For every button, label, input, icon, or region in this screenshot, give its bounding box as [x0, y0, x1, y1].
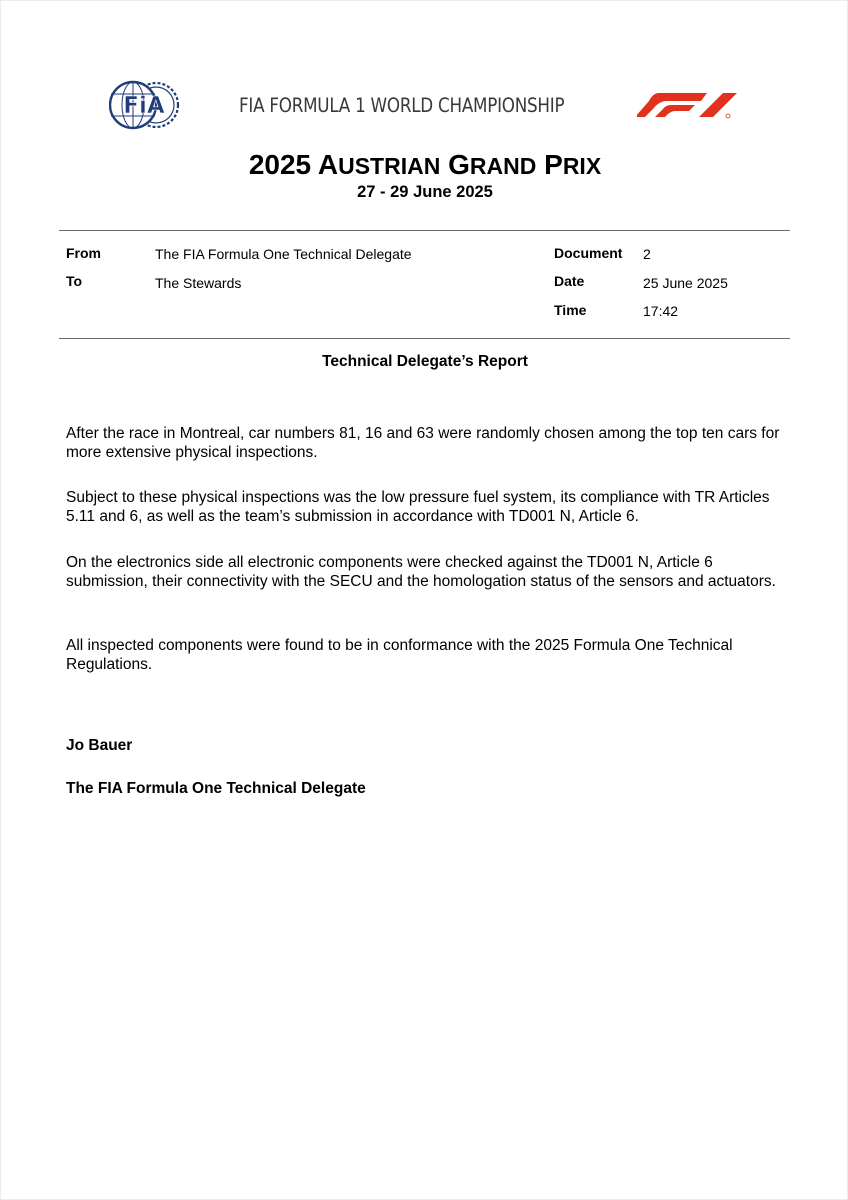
document-value: 2 — [643, 246, 651, 262]
fia-logo-text: FiA — [123, 93, 165, 119]
from-value: The FIA Formula One Technical Delegate — [155, 246, 412, 262]
report-paragraph: After the race in Montreal, car numbers 81, 16 and 63 were randomly chosen among the top ten cars for more extensive physical inspections. — [66, 425, 780, 461]
report-paragraph: On the electronics side all electronic components were checked against the TD001 N, Article 6 submission, their connectivity with the SECU and the homologation status of the sensors and actuators. — [66, 554, 776, 590]
title-rest: RAND — [469, 153, 537, 179]
championship-title: FIA FORMULA 1 WORLD CHAMPIONSHIP — [239, 94, 565, 117]
event-title-word — [544, 149, 601, 180]
divider — [59, 338, 790, 339]
event-title-word — [448, 149, 536, 180]
report-paragraph: All inspected components were found to be in conformance with the 2025 Formula One Technical Regulations. — [66, 637, 733, 673]
date-value: 25 June 2025 — [643, 275, 728, 291]
report-title: Technical Delegate’s Report — [322, 353, 528, 370]
from-label: From — [66, 245, 101, 261]
signatory-title: The FIA Formula One Technical Delegate — [66, 780, 366, 797]
title-rest: RIX — [562, 153, 602, 179]
divider — [59, 230, 790, 231]
document-label: Document — [554, 245, 623, 261]
event-dates: 27 - 29 June 2025 — [357, 183, 493, 201]
to-value: The Stewards — [155, 275, 242, 291]
event-title-year: 2025 — [248, 149, 318, 180]
event-title-word — [318, 149, 440, 180]
fia-logo-icon — [109, 80, 181, 130]
to-label: To — [66, 273, 83, 289]
report-paragraph: Subject to these physical inspections was the low pressure fuel system, its compliance with TR Articles 5.11 and 6, as well as the team’s submission in accordance with TD001 N, Article 6. — [66, 489, 770, 525]
title-initial: G — [448, 149, 470, 180]
time-value: 17:42 — [643, 303, 679, 319]
event-title — [1, 149, 848, 181]
date-label: Date — [554, 273, 585, 289]
time-label: Time — [554, 302, 587, 318]
title-initial: A — [317, 149, 339, 180]
signatory-name: Jo Bauer — [66, 737, 133, 754]
title-initial: P — [544, 149, 563, 180]
title-rest: USTRIAN — [338, 153, 441, 179]
f1-logo-icon — [637, 89, 741, 121]
